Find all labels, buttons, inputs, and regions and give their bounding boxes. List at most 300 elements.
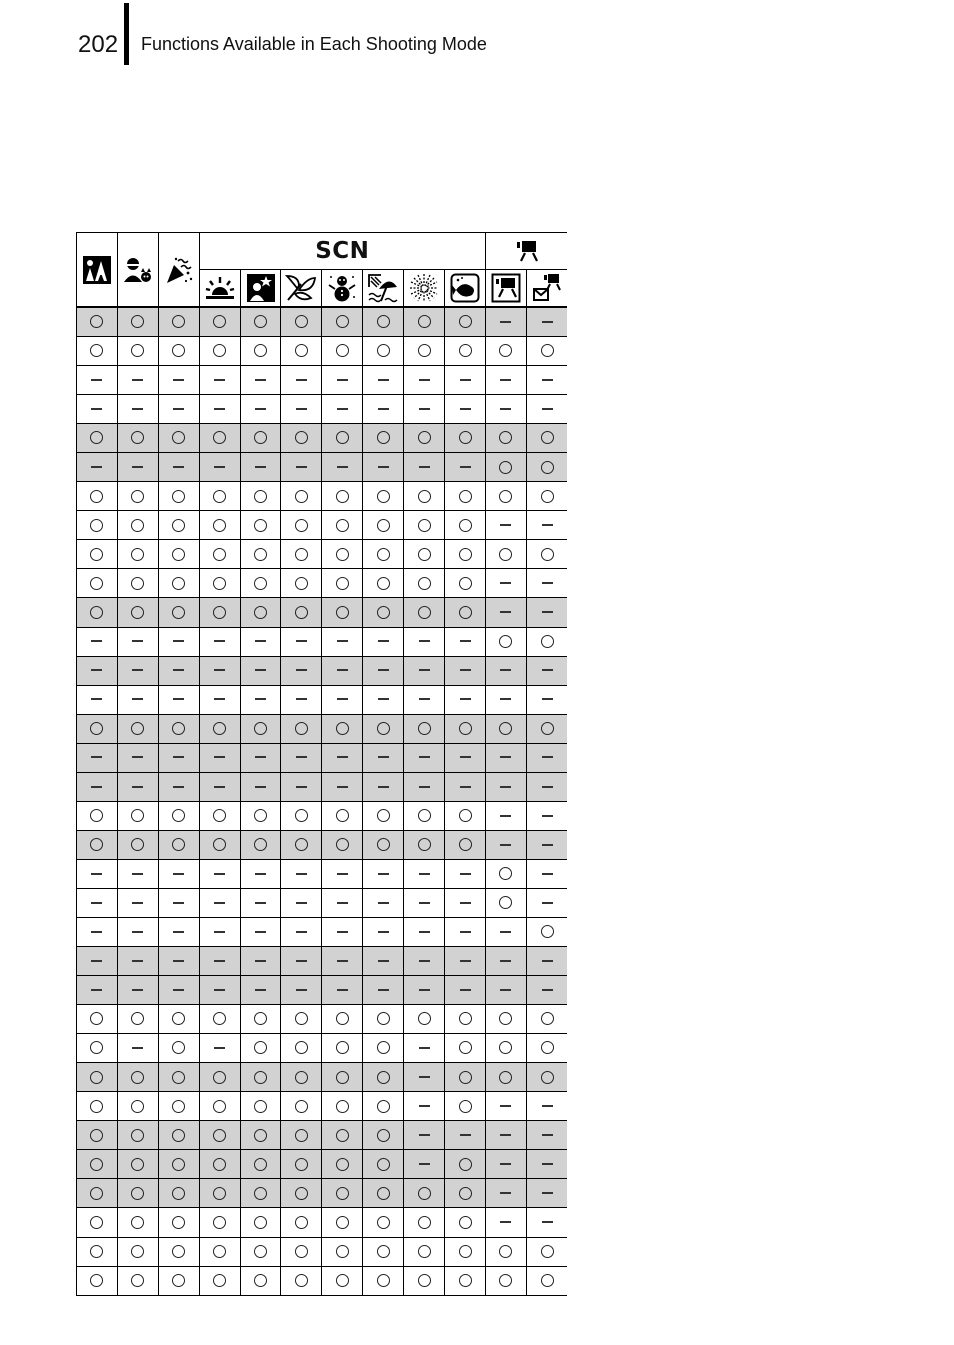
available-circle-icon: [459, 1100, 472, 1113]
table-cell: [117, 1208, 158, 1237]
unavailable-dash-icon: [378, 379, 389, 381]
unavailable-dash-icon: [337, 669, 348, 671]
table-row: [77, 424, 568, 453]
available-circle-icon: [254, 606, 267, 619]
unavailable-dash-icon: [500, 1105, 511, 1107]
table-cell: [526, 453, 567, 482]
table-cell: [322, 395, 363, 424]
table-cell: [363, 1092, 404, 1121]
unavailable-dash-icon: [460, 960, 471, 962]
table-row: [77, 947, 568, 976]
table-row: [77, 366, 568, 395]
available-circle-icon: [90, 490, 103, 503]
unavailable-dash-icon: [460, 640, 471, 642]
available-circle-icon: [336, 344, 349, 357]
table-cell: [281, 627, 322, 656]
unavailable-dash-icon: [378, 408, 389, 410]
available-circle-icon: [336, 1187, 349, 1200]
unavailable-dash-icon: [255, 931, 266, 933]
table-cell: [363, 1237, 404, 1266]
table-cell: [404, 859, 445, 888]
table-cell: [240, 598, 281, 627]
available-circle-icon: [295, 838, 308, 851]
unavailable-dash-icon: [500, 960, 511, 962]
unavailable-dash-icon: [500, 844, 511, 846]
available-circle-icon: [295, 1187, 308, 1200]
unavailable-dash-icon: [419, 960, 430, 962]
table-cell: [240, 337, 281, 366]
unavailable-dash-icon: [296, 873, 307, 875]
available-circle-icon: [377, 722, 390, 735]
table-cell: [117, 511, 158, 540]
available-circle-icon: [541, 1274, 554, 1287]
table-cell: [526, 540, 567, 569]
table-row: [77, 1121, 568, 1150]
unavailable-dash-icon: [460, 698, 471, 700]
unavailable-dash-icon: [173, 786, 184, 788]
available-circle-icon: [254, 431, 267, 444]
table-cell: [240, 307, 281, 337]
table-cell: [77, 307, 118, 337]
mode-header-party: [158, 233, 199, 308]
unavailable-dash-icon: [542, 321, 553, 323]
available-circle-icon: [336, 1041, 349, 1054]
table-cell: [404, 598, 445, 627]
table-cell: [77, 1179, 118, 1208]
table-cell: [240, 1266, 281, 1295]
unavailable-dash-icon: [173, 669, 184, 671]
table-cell: [158, 772, 199, 801]
table-cell: [77, 395, 118, 424]
scn-header-foliage: [281, 270, 322, 308]
unavailable-dash-icon: [255, 960, 266, 962]
available-circle-icon: [459, 577, 472, 590]
available-circle-icon: [459, 1187, 472, 1200]
available-circle-icon: [377, 1274, 390, 1287]
available-circle-icon: [377, 809, 390, 822]
table-cell: [77, 743, 118, 772]
available-circle-icon: [131, 315, 144, 328]
table-cell: [240, 482, 281, 511]
unavailable-dash-icon: [378, 640, 389, 642]
available-circle-icon: [131, 548, 144, 561]
table-cell: [445, 743, 486, 772]
unavailable-dash-icon: [500, 524, 511, 526]
unavailable-dash-icon: [296, 989, 307, 991]
table-cell: [158, 859, 199, 888]
available-circle-icon: [541, 722, 554, 735]
table-cell: [363, 917, 404, 946]
unavailable-dash-icon: [542, 698, 553, 700]
unavailable-dash-icon: [296, 902, 307, 904]
table-cell: [240, 540, 281, 569]
unavailable-dash-icon: [500, 756, 511, 758]
movie-header-email: [526, 270, 567, 308]
table-cell: [445, 801, 486, 830]
table-cell: [485, 1208, 526, 1237]
table-cell: [485, 569, 526, 598]
table-cell: [445, 714, 486, 743]
available-circle-icon: [418, 1012, 431, 1025]
table-cell: [526, 337, 567, 366]
available-circle-icon: [377, 431, 390, 444]
table-cell: [445, 307, 486, 337]
table-cell: [404, 888, 445, 917]
available-circle-icon: [131, 1012, 144, 1025]
table-cell: [240, 1034, 281, 1063]
table-cell: [363, 801, 404, 830]
table-cell: [158, 830, 199, 859]
available-circle-icon: [418, 809, 431, 822]
table-cell: [158, 569, 199, 598]
available-circle-icon: [459, 838, 472, 851]
available-circle-icon: [131, 838, 144, 851]
table-cell: [445, 772, 486, 801]
table-cell: [526, 569, 567, 598]
available-circle-icon: [377, 315, 390, 328]
table-cell: [363, 1208, 404, 1237]
table-cell: [240, 656, 281, 685]
unavailable-dash-icon: [296, 698, 307, 700]
table-cell: [240, 976, 281, 1005]
table-row: [77, 1266, 568, 1295]
unavailable-dash-icon: [419, 902, 430, 904]
available-circle-icon: [459, 315, 472, 328]
table-cell: [322, 859, 363, 888]
available-circle-icon: [213, 490, 226, 503]
unavailable-dash-icon: [296, 786, 307, 788]
available-circle-icon: [90, 431, 103, 444]
kids-pets-icon: [122, 255, 154, 285]
table-cell: [240, 1092, 281, 1121]
available-circle-icon: [254, 315, 267, 328]
table-cell: [240, 743, 281, 772]
table-cell: [445, 424, 486, 453]
unavailable-dash-icon: [296, 379, 307, 381]
available-circle-icon: [336, 1071, 349, 1084]
table-cell: [199, 1266, 240, 1295]
table-cell: [526, 1179, 567, 1208]
table-cell: [485, 1150, 526, 1179]
available-circle-icon: [336, 1012, 349, 1025]
table-body: [77, 307, 568, 1295]
table-cell: [322, 453, 363, 482]
table-cell: [363, 453, 404, 482]
table-cell: [322, 743, 363, 772]
table-cell: [485, 1005, 526, 1034]
table-cell: [404, 1034, 445, 1063]
unavailable-dash-icon: [173, 873, 184, 875]
table-cell: [485, 1092, 526, 1121]
table-cell: [199, 1034, 240, 1063]
movie-standard-icon: [491, 273, 521, 303]
movie-camera-icon: [514, 240, 540, 262]
unavailable-dash-icon: [255, 698, 266, 700]
table-cell: [117, 1266, 158, 1295]
unavailable-dash-icon: [542, 873, 553, 875]
table-cell: [117, 1121, 158, 1150]
table-cell: [117, 395, 158, 424]
available-circle-icon: [131, 809, 144, 822]
table-row: [77, 1237, 568, 1266]
table-cell: [158, 1092, 199, 1121]
table-cell: [445, 917, 486, 946]
table-cell: [240, 424, 281, 453]
unavailable-dash-icon: [132, 931, 143, 933]
available-circle-icon: [131, 577, 144, 590]
table-row: [77, 917, 568, 946]
available-circle-icon: [459, 722, 472, 735]
available-circle-icon: [213, 1129, 226, 1142]
table-cell: [322, 714, 363, 743]
table-cell: [158, 1179, 199, 1208]
unavailable-dash-icon: [255, 669, 266, 671]
table-cell: [158, 1237, 199, 1266]
table-cell: [526, 1237, 567, 1266]
table-cell: [199, 1208, 240, 1237]
unavailable-dash-icon: [542, 989, 553, 991]
table-cell: [117, 1092, 158, 1121]
available-circle-icon: [459, 1012, 472, 1025]
unavailable-dash-icon: [173, 698, 184, 700]
table-cell: [404, 830, 445, 859]
unavailable-dash-icon: [378, 873, 389, 875]
table-cell: [363, 976, 404, 1005]
available-circle-icon: [172, 490, 185, 503]
table-cell: [526, 1121, 567, 1150]
unavailable-dash-icon: [542, 902, 553, 904]
table-cell: [199, 337, 240, 366]
available-circle-icon: [295, 1216, 308, 1229]
table-cell: [404, 1092, 445, 1121]
available-circle-icon: [295, 490, 308, 503]
available-circle-icon: [254, 1100, 267, 1113]
unavailable-dash-icon: [337, 960, 348, 962]
table-cell: [199, 1063, 240, 1092]
table-cell: [322, 947, 363, 976]
table-cell: [158, 337, 199, 366]
available-circle-icon: [499, 1274, 512, 1287]
available-circle-icon: [336, 1100, 349, 1113]
unavailable-dash-icon: [132, 786, 143, 788]
available-circle-icon: [295, 344, 308, 357]
table-cell: [281, 307, 322, 337]
available-circle-icon: [172, 548, 185, 561]
available-circle-icon: [295, 315, 308, 328]
table-cell: [199, 627, 240, 656]
available-circle-icon: [459, 809, 472, 822]
table-cell: [445, 1092, 486, 1121]
scn-header-sunset: [199, 270, 240, 308]
table-cell: [445, 947, 486, 976]
unavailable-dash-icon: [460, 669, 471, 671]
table-cell: [404, 540, 445, 569]
table-row: [77, 569, 568, 598]
table-cell: [281, 1150, 322, 1179]
table-cell: [199, 482, 240, 511]
table-cell: [485, 1063, 526, 1092]
party-icon: [164, 255, 194, 285]
table-cell: [404, 424, 445, 453]
table-cell: [526, 1092, 567, 1121]
unavailable-dash-icon: [460, 408, 471, 410]
unavailable-dash-icon: [460, 466, 471, 468]
table-cell: [199, 540, 240, 569]
available-circle-icon: [418, 315, 431, 328]
beach-icon: [367, 273, 399, 303]
unavailable-dash-icon: [337, 698, 348, 700]
page-title: Functions Available in Each Shooting Mode: [141, 34, 487, 54]
table-cell: [240, 830, 281, 859]
unavailable-dash-icon: [378, 960, 389, 962]
available-circle-icon: [377, 577, 390, 590]
available-circle-icon: [418, 490, 431, 503]
table-cell: [445, 1034, 486, 1063]
table-cell: [240, 1150, 281, 1179]
scn-group-header: [199, 233, 485, 270]
unavailable-dash-icon: [214, 902, 225, 904]
table-cell: [117, 1063, 158, 1092]
unavailable-dash-icon: [500, 989, 511, 991]
unavailable-dash-icon: [214, 786, 225, 788]
unavailable-dash-icon: [255, 756, 266, 758]
available-circle-icon: [336, 548, 349, 561]
table-cell: [404, 1121, 445, 1150]
table-cell: [363, 482, 404, 511]
available-circle-icon: [213, 606, 226, 619]
table-cell: [363, 1150, 404, 1179]
table-cell: [117, 888, 158, 917]
available-circle-icon: [541, 548, 554, 561]
table-cell: [363, 830, 404, 859]
available-circle-icon: [418, 838, 431, 851]
table-cell: [404, 453, 445, 482]
unavailable-dash-icon: [214, 408, 225, 410]
available-circle-icon: [254, 1129, 267, 1142]
available-circle-icon: [172, 1158, 185, 1171]
available-circle-icon: [377, 838, 390, 851]
table-cell: [445, 1005, 486, 1034]
available-circle-icon: [172, 344, 185, 357]
available-circle-icon: [295, 1071, 308, 1084]
available-circle-icon: [172, 606, 185, 619]
available-circle-icon: [541, 461, 554, 474]
table-cell: [77, 917, 118, 946]
available-circle-icon: [377, 1041, 390, 1054]
table-cell: [445, 1121, 486, 1150]
available-circle-icon: [172, 1012, 185, 1025]
table-cell: [240, 366, 281, 395]
unavailable-dash-icon: [91, 408, 102, 410]
table-cell: [240, 1121, 281, 1150]
unavailable-dash-icon: [132, 669, 143, 671]
available-circle-icon: [541, 1071, 554, 1084]
available-circle-icon: [336, 1216, 349, 1229]
table-cell: [485, 307, 526, 337]
table-cell: [485, 598, 526, 627]
table-cell: [281, 366, 322, 395]
available-circle-icon: [213, 1158, 226, 1171]
unavailable-dash-icon: [419, 379, 430, 381]
available-circle-icon: [541, 925, 554, 938]
table-cell: [281, 714, 322, 743]
table-cell: [526, 772, 567, 801]
table-cell: [240, 772, 281, 801]
unavailable-dash-icon: [214, 669, 225, 671]
table-cell: [404, 482, 445, 511]
available-circle-icon: [336, 809, 349, 822]
table-row: [77, 337, 568, 366]
table-cell: [322, 511, 363, 540]
unavailable-dash-icon: [419, 698, 430, 700]
table-cell: [158, 1121, 199, 1150]
available-circle-icon: [90, 809, 103, 822]
table-cell: [158, 1063, 199, 1092]
unavailable-dash-icon: [337, 640, 348, 642]
table-cell: [526, 1208, 567, 1237]
table-cell: [485, 888, 526, 917]
table-row: [77, 685, 568, 714]
available-circle-icon: [213, 431, 226, 444]
table-cell: [199, 888, 240, 917]
available-circle-icon: [336, 1245, 349, 1258]
table-cell: [485, 540, 526, 569]
available-circle-icon: [418, 344, 431, 357]
table-cell: [117, 1034, 158, 1063]
available-circle-icon: [295, 1041, 308, 1054]
table-cell: [281, 859, 322, 888]
table-cell: [485, 1266, 526, 1295]
available-circle-icon: [131, 1187, 144, 1200]
table-cell: [77, 1063, 118, 1092]
available-circle-icon: [213, 1012, 226, 1025]
table-cell: [404, 1237, 445, 1266]
table-cell: [322, 685, 363, 714]
unavailable-dash-icon: [542, 1221, 553, 1223]
unavailable-dash-icon: [173, 379, 184, 381]
table-cell: [158, 1266, 199, 1295]
table-cell: [445, 859, 486, 888]
table-cell: [77, 482, 118, 511]
unavailable-dash-icon: [173, 931, 184, 933]
available-circle-icon: [90, 577, 103, 590]
table-cell: [77, 976, 118, 1005]
table-cell: [117, 1150, 158, 1179]
unavailable-dash-icon: [337, 756, 348, 758]
available-circle-icon: [131, 1100, 144, 1113]
table-cell: [322, 772, 363, 801]
available-circle-icon: [131, 1274, 144, 1287]
available-circle-icon: [499, 635, 512, 648]
unavailable-dash-icon: [500, 582, 511, 584]
table-row: [77, 772, 568, 801]
table-cell: [199, 569, 240, 598]
unavailable-dash-icon: [500, 1163, 511, 1165]
available-circle-icon: [295, 1129, 308, 1142]
unavailable-dash-icon: [337, 989, 348, 991]
table-cell: [281, 656, 322, 685]
unavailable-dash-icon: [419, 669, 430, 671]
table-cell: [404, 307, 445, 337]
available-circle-icon: [377, 1100, 390, 1113]
table-cell: [363, 1179, 404, 1208]
foliage-icon: [285, 274, 317, 302]
table-cell: [281, 1063, 322, 1092]
available-circle-icon: [336, 577, 349, 590]
unavailable-dash-icon: [542, 408, 553, 410]
table-cell: [281, 1266, 322, 1295]
unavailable-dash-icon: [500, 931, 511, 933]
